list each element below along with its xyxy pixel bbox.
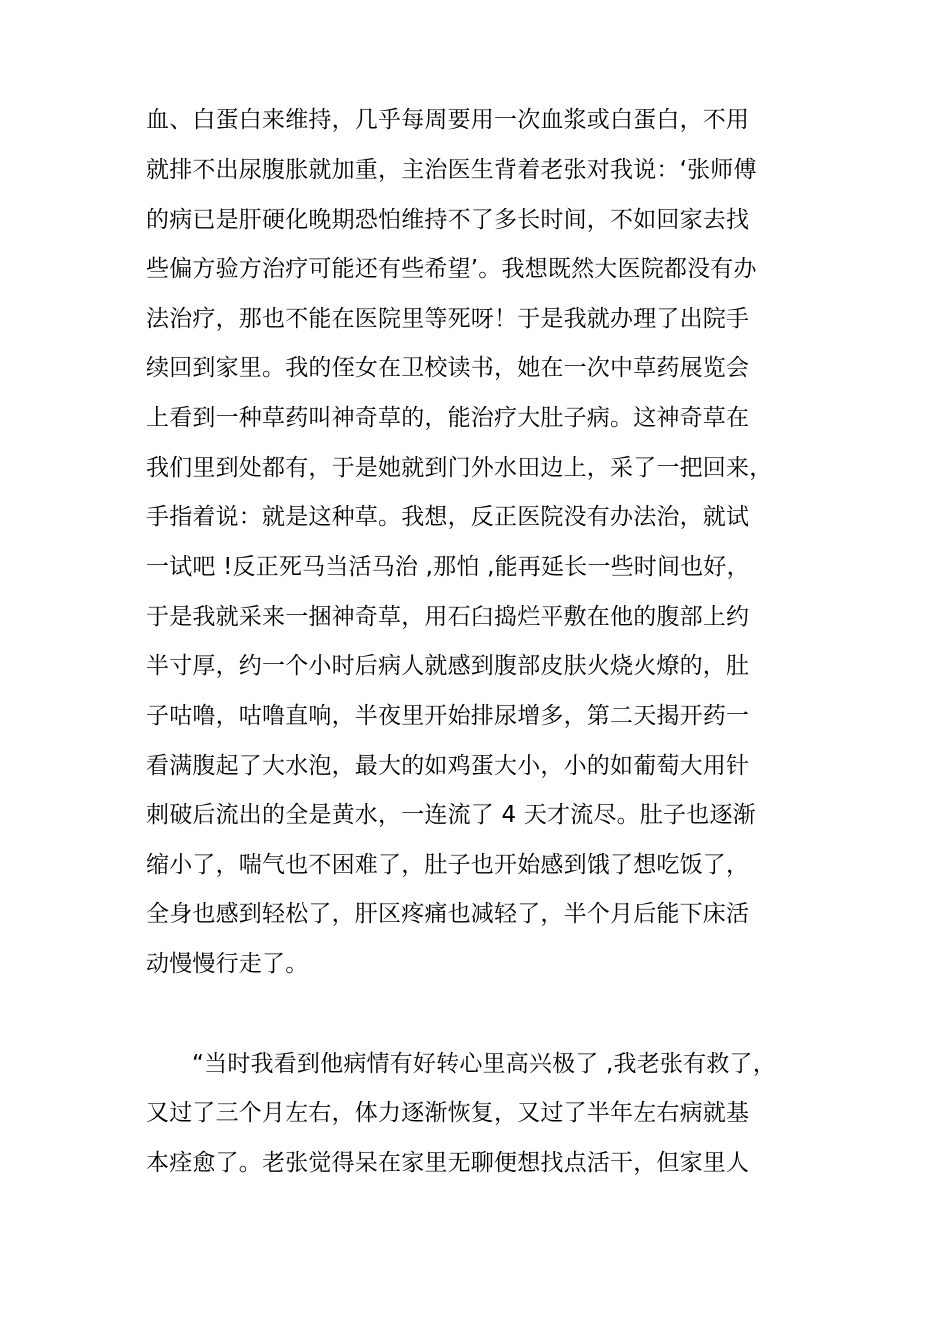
text-line: 半寸厚，约一个小时后病人就感到腹部皮肤火烧火燎的，肚: [146, 653, 750, 679]
text-line: 续回到家里。我的侄女在卫校读书，她在一次中草药展览会: [146, 355, 750, 381]
text-line: “当时我看到他病情有好转心里高兴极了 ,我老张有救了，: [192, 1051, 776, 1077]
text-line: 刺破后流出的全是黄水，一连流了 4 天才流尽。肚子也逐渐: [146, 802, 756, 828]
text-line: 法治疗，那也不能在医院里等死呀！于是我就办理了出院手: [146, 306, 750, 332]
text-line: 我们里到处都有，于是她就到门外水田边上，采了一把回来，: [146, 455, 773, 481]
text-line: 于是我就采来一捆神奇草，用石臼捣烂平敷在他的腹部上约: [146, 604, 750, 630]
text-line: 就排不出尿腹胀就加重，主治医生背着老张对我说：‘张师傅: [146, 157, 757, 183]
text-line: 缩小了，喘气也不困难了，肚子也开始感到饿了想吃饭了，: [146, 852, 750, 878]
text-line: 些偏方验方治疗可能还有些希望’。我想既然大医院都没有办: [146, 256, 757, 282]
text-line: 又过了三个月左右，体力逐渐恢复，又过了半年左右病就基: [146, 1100, 750, 1126]
text-line: 看满腹起了大水泡，最大的如鸡蛋大小，小的如葡萄大用针: [146, 753, 750, 779]
text-line: 本痊愈了。老张觉得呆在家里无聊便想找点活干，但家里人: [146, 1150, 750, 1176]
text-line: 血、白蛋白来维持，几乎每周要用一次血浆或白蛋白，不用: [146, 107, 750, 133]
text-line: 的病已是肝硬化晚期恐怕维持不了多长时间，不如回家去找: [146, 207, 750, 233]
text-line: 上看到一种草药叫神奇草的，能治疗大肚子病。这神奇草在: [146, 405, 750, 431]
text-line: 手指着说：就是这种草。我想，反正医院没有办法治，就试: [146, 504, 750, 530]
text-line: 动慢慢行走了。: [146, 951, 309, 977]
text-line: 子咕噜，咕噜直响，半夜里开始排尿增多，第二天揭开药一: [146, 703, 750, 729]
text-line: 全身也感到轻松了，肝区疼痛也减轻了，半个月后能下床活: [146, 901, 750, 927]
text-line: 一试吧 !反正死马当活马治 ,那怕 ,能再延长一些时间也好，: [146, 554, 750, 580]
